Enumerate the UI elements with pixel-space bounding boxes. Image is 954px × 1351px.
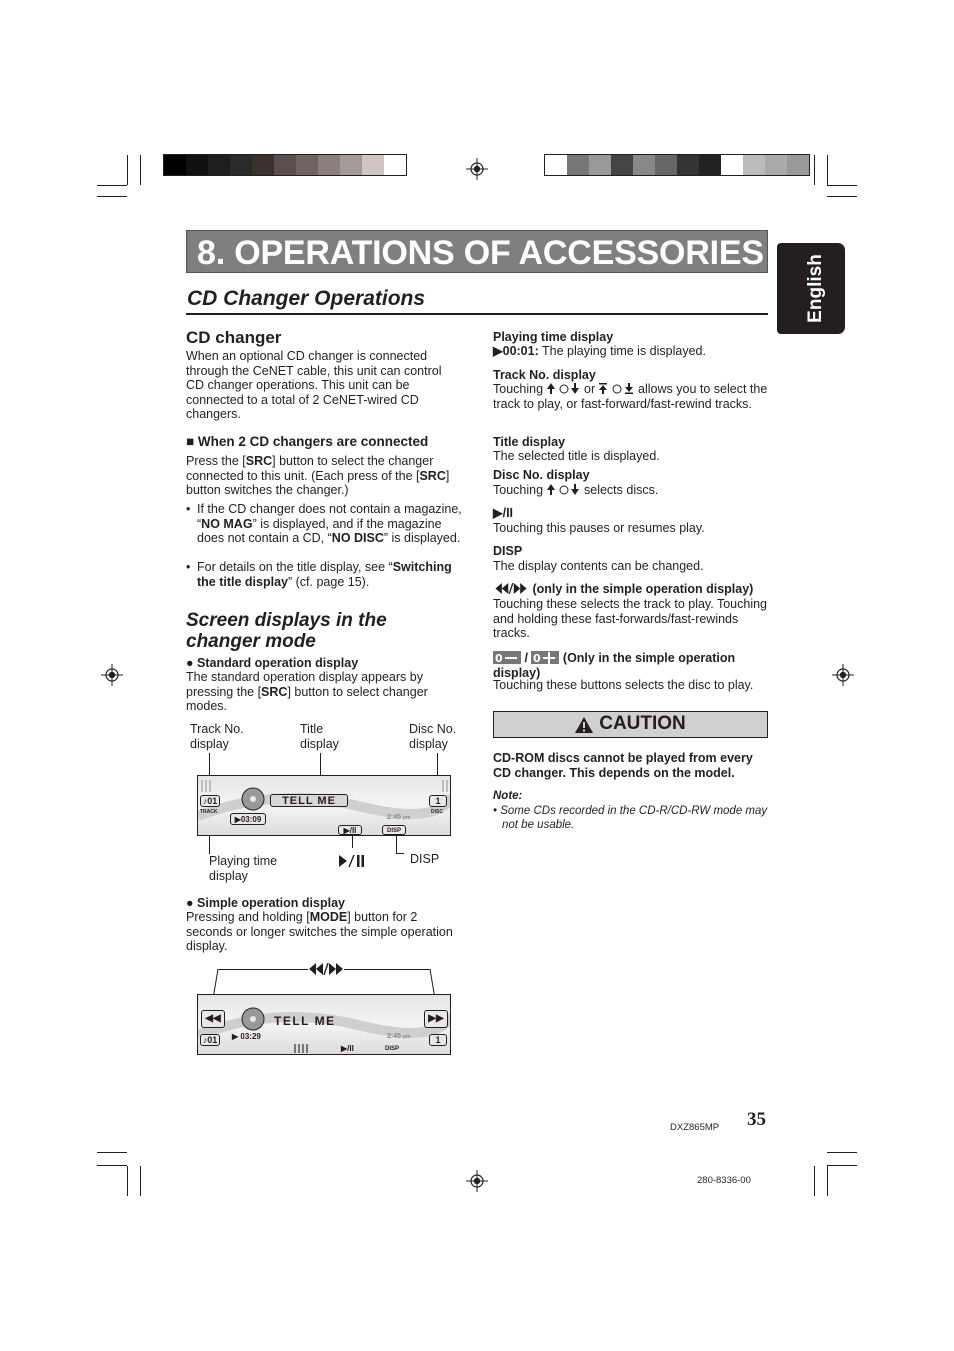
bullet-title-display: • For details on the title display, see “Switching the title display” (cf. page 15). xyxy=(186,560,452,589)
track-no-body: Touching or allows you to select the track to play, or fast-forward/fast-rewind tracks. xyxy=(493,382,768,411)
svg-text:0: 0 xyxy=(533,652,542,664)
language-tab xyxy=(777,243,845,334)
disc-plus-icon xyxy=(531,651,559,664)
warning-icon xyxy=(575,717,593,733)
page-number: 35 xyxy=(747,1109,766,1130)
section-title: CD Changer Operations xyxy=(187,287,426,310)
disp-heading: DISP xyxy=(493,544,523,558)
simple-display-heading: ● Simple operation display xyxy=(186,896,345,910)
model-number: DXZ865MP xyxy=(670,1122,720,1133)
prev-track-button[interactable]: ◀◀ xyxy=(201,1010,225,1028)
simple-display-body: Pressing and holding [MODE] button for 2 seconds or longer switches the simple operation display. xyxy=(186,910,453,954)
chapter-banner xyxy=(186,230,768,273)
skip-heading: (only in the simple operation display) xyxy=(493,582,753,597)
clock: 2:45 pm xyxy=(387,814,411,821)
disc-minus-icon xyxy=(493,651,521,664)
two-changers-heading: ■ When 2 CD changers are connected xyxy=(186,434,429,449)
disc-number-button[interactable]: 1 xyxy=(429,1034,447,1046)
disp-button[interactable]: DISP xyxy=(385,1046,400,1052)
skip-body: Touching these selects the track to play. Touching and holding these fast-forwards/fast-rewinds tracks. xyxy=(493,597,768,641)
playing-time-heading: Playing time display xyxy=(493,330,614,344)
standard-display-body: The standard operation display appears by pressing the [SRC] button to select changer modes. xyxy=(186,670,428,714)
track-number-button[interactable]: ♪01 xyxy=(200,1034,220,1046)
bullet-no-magazine: • If the CD changer does not contain a magazine, “NO MAG” is displayed, and if the magazine does not contain a CD, “NO DISC” is displayed. xyxy=(186,502,462,546)
title-display-heading: Title display xyxy=(493,435,566,449)
title-display: TELL ME xyxy=(274,1014,336,1028)
color-calibration-bar-right xyxy=(544,154,810,176)
color-calibration-bar-left xyxy=(163,154,407,176)
play-pause-heading: ▶/II xyxy=(493,506,514,520)
disc-select-buttons[interactable] xyxy=(294,1044,310,1053)
caution-body: CD-ROM discs cannot be played from every CD changer. This depends on the model. xyxy=(493,751,753,780)
registration-mark-icon xyxy=(832,664,854,686)
track-down-icon xyxy=(599,383,635,394)
note-heading: Note: xyxy=(493,790,523,802)
language-tab-label: English xyxy=(804,254,826,323)
cd-changer-body: When an optional CD changer is connected through the CeNET cable, this unit can control CD changer operations. This unit can be connected to a total of 2 CeNET-wired CD changers. xyxy=(186,349,442,422)
label-track-no: Track No. display xyxy=(190,722,244,751)
track-caption: TRACK xyxy=(200,809,218,815)
disc-number-button[interactable]: 1 xyxy=(429,795,447,807)
note-body: • Some CDs recorded in the CD-R/CD-RW mode may not be usable. xyxy=(493,805,768,831)
section-divider xyxy=(186,313,768,315)
disp-body: The display contents can be changed. xyxy=(493,559,704,573)
simple-operation-display xyxy=(197,994,451,1055)
play-pause-icon xyxy=(339,855,365,867)
disc-no-body: Touching selects discs. xyxy=(493,483,659,497)
registration-mark-icon xyxy=(466,1170,488,1192)
chapter-title: 8. OPERATIONS OF ACCESSORIES xyxy=(197,234,764,272)
caution-label: CAUTION xyxy=(599,713,686,735)
disc-select-icon xyxy=(547,484,581,495)
standard-display-heading: ● Standard operation display xyxy=(186,656,359,670)
registration-mark-icon xyxy=(466,158,488,180)
play-pause-body: Touching this pauses or resumes play. xyxy=(493,521,705,535)
clock: 2:45 pm xyxy=(387,1033,411,1040)
disp-button[interactable]: DISP xyxy=(382,825,406,835)
svg-text:0: 0 xyxy=(495,652,503,664)
cd-changer-heading: CD changer xyxy=(186,328,282,347)
label-title: Title display xyxy=(300,722,339,751)
disc-no-heading: Disc No. display xyxy=(493,468,590,482)
label-disc-no: Disc No. display xyxy=(409,722,457,751)
label-disp: DISP xyxy=(410,852,440,866)
playing-time-body: ▶00:01: The playing time is displayed. xyxy=(493,344,706,358)
part-number: 280-8336-00 xyxy=(697,1175,751,1186)
standard-operation-display xyxy=(197,775,451,836)
disc-buttons-heading: 0 / 0 (Only in the simple operation display) xyxy=(493,651,736,680)
disc-caption: DISC xyxy=(431,809,443,815)
next-track-button[interactable]: ▶▶ xyxy=(424,1010,448,1028)
screen-displays-heading: Screen displays in the changer mode xyxy=(186,610,387,652)
disc-buttons-body: Touching these buttons selects the disc to play. xyxy=(493,678,754,692)
track-number-button[interactable]: ♪01 xyxy=(200,795,220,807)
track-no-heading: Track No. display xyxy=(493,368,596,382)
track-up-icon xyxy=(547,383,581,394)
skip-buttons-icon xyxy=(493,583,529,594)
caution-box xyxy=(493,711,768,738)
playing-time-display: ▶ 03:29 xyxy=(232,1032,261,1041)
title-display[interactable]: TELL ME xyxy=(270,794,348,807)
registration-mark-icon xyxy=(101,664,123,686)
play-pause-button[interactable]: ▶/II xyxy=(341,1044,354,1053)
two-changers-body: Press the [SRC] button to select the changer connected to this unit. (Each press of the [SRC] button switches the changer.) xyxy=(186,454,450,498)
title-display-body: The selected title is displayed. xyxy=(493,449,660,463)
play-pause-button[interactable]: ▶/II xyxy=(338,825,362,835)
playing-time-display[interactable]: ▶03:09 xyxy=(230,813,266,825)
label-playing-time: Playing time display xyxy=(209,854,278,883)
